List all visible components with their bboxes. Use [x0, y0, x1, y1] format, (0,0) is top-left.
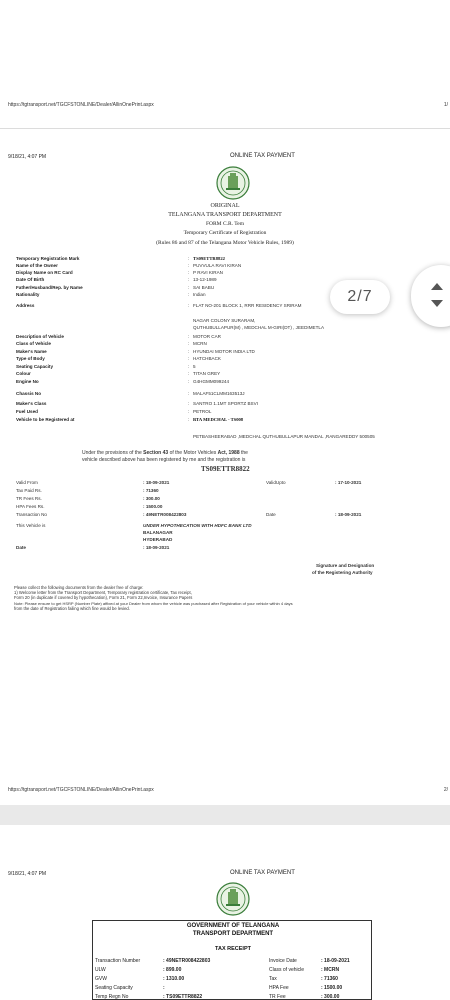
doc-department: TELANGANA TRANSPORT DEPARTMENT [168, 212, 282, 218]
registered-at-address: PETBASHEERABAD ,MEDCHAL QUTHUBULLAPUR MANDAL ,RANGAREDDY 500505 [193, 434, 375, 439]
collection-notes [14, 585, 444, 611]
field-colon: : [188, 401, 190, 406]
signature-line-1: Signature and Designation [316, 563, 375, 568]
registration-number: TS09ETTR8822 [201, 465, 250, 473]
receipt-right-value: : MCRN [321, 967, 340, 973]
vehicle-field-label: Colour [16, 371, 31, 376]
vehicle-field-value: HYUNDAI MOTOR INDIA LTD [193, 349, 255, 354]
field-colon: : [188, 292, 190, 297]
vehicle-is-label: This Vehicle is [16, 523, 46, 528]
receipt-right-label: HPA Fee [269, 985, 289, 991]
vehicle-field-label: Seating Capacity [16, 364, 54, 369]
field-label: Address [16, 303, 35, 308]
field-colon: : [188, 270, 190, 275]
note-line: Form 20 (in duplicate if covered by hypothecation), Form 21, Form 22,Invoice, Insurance Papers [14, 595, 193, 601]
field-label: Name of the Owner [16, 263, 58, 268]
receipt-left-label: ULW [95, 967, 106, 973]
valid-from-value: : 18-09-2021 [143, 480, 170, 485]
scroll-down-icon[interactable] [431, 300, 443, 307]
page-indicator: 2/7 [330, 280, 390, 314]
scroll-up-icon[interactable] [431, 283, 443, 290]
field-colon: : [188, 256, 190, 261]
date2-label: Date [16, 545, 26, 550]
provision-line-1: Under the provisions of the Section 43 of the Motor Vehicles Act, 1988 the [82, 450, 248, 456]
field-colon: : [188, 334, 190, 339]
note-line: 1) Welcome letter from the Transport Department, Temporary registration certificate, Tax receipt, [14, 590, 192, 596]
hypothecation-line-2: BALANAGAR [143, 530, 173, 535]
tax-paid-value: : 71360 [143, 488, 159, 493]
field-colon: : [188, 391, 190, 396]
receipt-right-label: TR Fee [269, 994, 286, 1000]
vehicle-field-value: PETROL [193, 409, 212, 414]
page-break [0, 128, 450, 129]
transaction-label: Transaction No [16, 512, 47, 517]
receipt-left-label: Seating Capacity [95, 985, 133, 991]
note-line: Note: Please ensure to get HSRP (Number Plate) affixed at your Dealer from whom the vehicle was purchased after Registration of your vehicle within 4 days [14, 600, 293, 606]
receipt-government: GOVERNMENT OF TELANGANA [186, 923, 280, 929]
telangana-emblem-icon [216, 882, 250, 916]
receipt-title: TAX RECEIPT [215, 946, 251, 952]
vehicle-field-label: Chassis No [16, 391, 42, 396]
page-header-title: ONLINE TAX PAYMENT [230, 870, 295, 876]
address-line-3: QUTHUBULLAPUR(M) , MEDCHAL M-GIRI(DT) , JEEDIMETLA [193, 325, 325, 330]
print-timestamp: 9/18/21, 4:07 PM [8, 871, 47, 877]
vehicle-field-value: TITAN GREY [193, 371, 221, 376]
vehicle-field-label: Vehicle to be Registered at [16, 417, 75, 422]
page-number: 1/ [443, 102, 448, 108]
field-value: Indian [193, 292, 206, 297]
receipt-right-value: : 18-09-2021 [321, 958, 350, 964]
vehicle-field-value: G4HGMM099244 [193, 379, 230, 384]
field-value: FLAT NO-201 BLOCK 1, RRR RESIDENCY SRIRAM [193, 303, 302, 308]
vehicle-field-value: MOTOR CAR [193, 334, 221, 339]
page-header-title: ONLINE TAX PAYMENT [230, 153, 295, 159]
tr-fees-value: : 300.00 [143, 496, 160, 501]
field-colon: : [188, 285, 190, 290]
date-label: Date [266, 512, 276, 517]
receipt-right-value: : 1500.00 [321, 985, 343, 991]
signature-line-2: of the Registering Authority [312, 570, 373, 575]
tax-receipt-page [0, 825, 450, 1000]
field-colon: : [188, 277, 190, 282]
tr-fees-label: TR Fees Rs. [16, 496, 42, 501]
print-url-footer: https://tgtransport.net/TGCFSTONLINE/Dealer/AllinOnePrint.aspx [8, 787, 154, 793]
note-line: from the date of Registration failing which fine would be levied. [14, 605, 130, 611]
doc-form: FORM C.R. Tem [205, 221, 245, 227]
field-value: SAI BABU [193, 285, 215, 290]
vehicle-field-label: Engine No [16, 379, 39, 384]
page-number-footer: 2/ [443, 787, 448, 793]
transaction-value: : 49NETR008422803 [143, 512, 187, 517]
field-colon: : [188, 303, 190, 308]
field-label: Temporary Registration Mark [16, 256, 80, 261]
valid-from-label: Valid From [16, 480, 38, 485]
receipt-left-value: : 899.00 [163, 967, 182, 973]
receipt-left-value: : [163, 985, 165, 991]
hpa-fees-label: HPA Fees Rs. [16, 504, 45, 509]
receipt-left-value: : TS09ETTR8822 [163, 994, 203, 1000]
vehicle-field-label: Type of Body [16, 356, 45, 361]
vehicle-field-label: Maker's Class [16, 401, 47, 406]
field-colon: : [188, 409, 190, 414]
tax-receipt-box [92, 920, 372, 1000]
field-value: P RAVI KIRAN [193, 270, 223, 275]
vehicle-field-value: MALAF51CLMM163513J [193, 391, 245, 396]
hpa-fees-value: : 1500.00 [143, 504, 163, 509]
receipt-right-label: Tax [269, 976, 277, 982]
field-colon: : [188, 349, 190, 354]
field-label: Display Name on RC Card [16, 270, 73, 275]
field-label: Father/Husband/Rep. by Name [16, 285, 83, 290]
receipt-right-label: Invoice Date [269, 958, 297, 964]
hypothecation-line-3: HYDERABAD [143, 537, 173, 542]
doc-rules: (Rules 86 and 87 of the Telangana Motor Vehicle Rules, 1989) [156, 240, 294, 246]
vehicle-field-value: 5 [193, 364, 196, 369]
receipt-right-value: : 71360 [321, 976, 338, 982]
field-colon: : [188, 356, 190, 361]
field-label: Date Of Birth [16, 277, 45, 282]
address-line-2: NAGAR COLONY SURARAM, [193, 318, 256, 323]
note-line: Please collect the following documents from the dealer free of charge: [14, 585, 144, 590]
receipt-department: TRANSPORT DEPARTMENT [192, 931, 274, 937]
print-timestamp: 9/18/21, 4:07 PM [8, 154, 47, 160]
field-colon: : [188, 364, 190, 369]
field-label: Nationality [16, 292, 40, 297]
vehicle-field-value: HATCHBACK [193, 356, 221, 361]
provision-line-2: vehicle described above has been registered by me and the registration is [82, 457, 246, 463]
vehicle-field-label: Maker's Name [16, 349, 47, 354]
receipt-right-label: Class of vehicle [269, 967, 305, 973]
date2-value: : 18-09-2021 [143, 545, 170, 550]
vehicle-field-label: Description of Vehicle [16, 334, 64, 339]
field-value: TS09ETTR8822 [193, 256, 225, 261]
field-colon: : [188, 417, 190, 422]
doc-certificate-title: Temporary Certificate of Registration [183, 230, 267, 236]
receipt-left-value: : 49NETR008422803 [163, 958, 211, 964]
vehicle-field-value: RTA MEDCHAL - TS008 [193, 417, 244, 422]
receipt-right-value: : 300.00 [321, 994, 340, 1000]
doc-original: ORIGINAL [210, 203, 240, 209]
valid-upto-value: : 17-10-2021 [335, 480, 362, 485]
field-colon: : [188, 371, 190, 376]
tax-paid-label: Tax Paid Rs. [16, 488, 42, 493]
receipt-left-label: Transaction Number [95, 958, 141, 964]
telangana-emblem-icon [216, 166, 250, 200]
valid-upto-label: ValidUpto [266, 480, 286, 485]
receipt-left-label: Temp Regn No [95, 994, 129, 1000]
print-url: https://tgtransport.net/TGCFSTONLINE/Dealer/AllinOnePrint.aspx [8, 102, 154, 108]
field-value: PUVVULA RAVI KIRAN [193, 263, 242, 268]
field-colon: : [188, 263, 190, 268]
hypothecation-text: UNDER HYPOTHECATION WITH HDFC BANK LTD [143, 523, 252, 528]
field-value: 13-12-1989 [193, 277, 217, 282]
vehicle-field-value: MCRN [193, 341, 207, 346]
receipt-left-value: : 1310.00 [163, 976, 185, 982]
date-value: : 18-09-2021 [335, 512, 362, 517]
receipt-left-label: GVW [95, 976, 107, 982]
vehicle-field-value: SANTRO 1.1MT SPORTZ BSVI [193, 401, 258, 406]
vehicle-field-label: Class of Vehicle [16, 341, 51, 346]
vehicle-field-label: Fuel Used [16, 409, 38, 414]
field-colon: : [188, 341, 190, 346]
field-colon: : [188, 379, 190, 384]
